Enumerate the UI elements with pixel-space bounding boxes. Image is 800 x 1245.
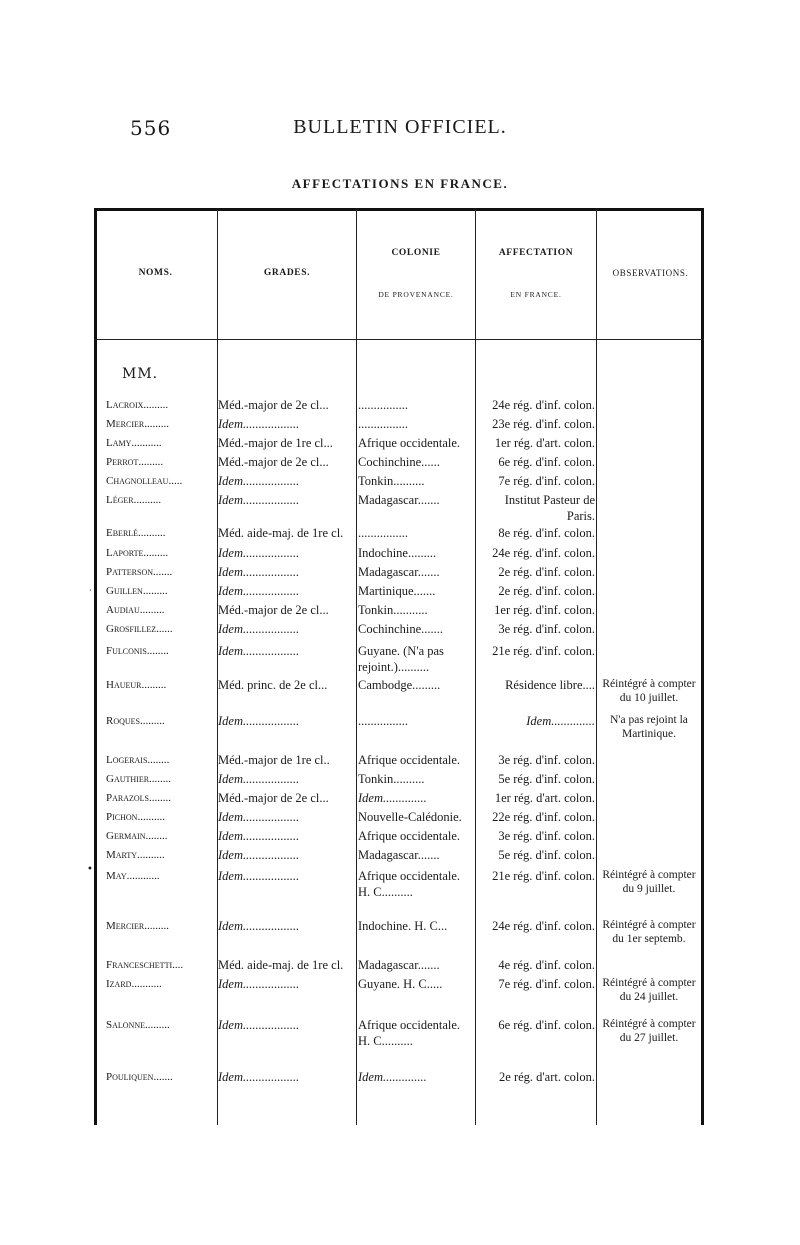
- table-row: [94, 828, 704, 847]
- cell-colonie: ................: [358, 526, 408, 540]
- table-row: [94, 397, 704, 416]
- cell-colonie: Indochine. H. C...: [358, 919, 448, 933]
- cell-colonie: Indochine.........: [358, 546, 437, 560]
- table-row: [94, 847, 704, 866]
- cell-nom: Audiau.........: [106, 604, 165, 616]
- cell-affectation: 1er rég. d'inf. colon.: [494, 603, 595, 617]
- cell-affectation: 4e rég. d'inf. colon.: [498, 958, 595, 972]
- cell-colonie: Afrique occidentale.: [358, 829, 461, 843]
- cell-nom: Roques.........: [106, 715, 165, 727]
- cell-nom: Logerais........: [106, 754, 170, 766]
- cell-affectation: 21e rég. d'inf. colon.: [492, 869, 595, 883]
- cell-affectation: 6e rég. d'inf. colon.: [498, 455, 595, 469]
- table-row: [94, 868, 704, 916]
- cell-affectation: 7e rég. d'inf. colon.: [498, 474, 595, 488]
- table-row: [94, 621, 704, 640]
- cell-colonie: Madagascar.......: [358, 848, 440, 862]
- cell-grade: Idem..................: [218, 829, 300, 843]
- page-number: 556: [130, 116, 172, 140]
- cell-nom: Léger..........: [106, 494, 162, 506]
- cell-affectation: 1er rég. d'art. colon.: [494, 436, 595, 450]
- table-row: [94, 790, 704, 809]
- margin-mark: ˙: [88, 589, 93, 600]
- cell-nom: May............: [106, 870, 160, 882]
- cell-nom: Germain........: [106, 830, 168, 842]
- cell-affectation: Idem..............: [526, 714, 595, 728]
- column-header-affectation: AFFECTATION: [498, 248, 574, 258]
- cell-colonie: Afrique occidentale.: [358, 436, 461, 450]
- cell-colonie: Afrique occidentale.: [358, 753, 461, 767]
- cell-colonie: Madagascar.......: [358, 493, 440, 507]
- table-row: [94, 643, 704, 675]
- mm-label: MM.: [122, 366, 159, 382]
- cell-grade: Idem..................: [218, 565, 300, 579]
- cell-affectation: 8e rég. d'inf. colon.: [498, 526, 595, 540]
- cell-nom: Parazols........: [106, 792, 172, 804]
- cell-nom: Fulconis........: [106, 645, 169, 657]
- cell-grade: Idem..................: [218, 622, 300, 636]
- cell-colonie: Afrique occidentale. H. C..........: [358, 1018, 461, 1048]
- cell-nom: Perrot.........: [106, 456, 164, 468]
- cell-grade: Idem..................: [218, 1018, 300, 1032]
- cell-affectation: 3e rég. d'inf. colon.: [498, 753, 595, 767]
- cell-affectation: 5e rég. d'inf. colon.: [498, 772, 595, 786]
- cell-affectation: 23e rég. d'inf. colon.: [492, 417, 595, 431]
- cell-affectation: 24e rég. d'inf. colon.: [492, 398, 595, 412]
- cell-affectation: 3e rég. d'inf. colon.: [498, 829, 595, 843]
- header-rule: [94, 339, 704, 340]
- table-row: [94, 492, 704, 522]
- cell-grade: Idem..................: [218, 417, 300, 431]
- table-row: [94, 713, 704, 749]
- table-row: [94, 752, 704, 771]
- cell-grade: Idem..................: [218, 1070, 300, 1084]
- cell-affectation: 3e rég. d'inf. colon.: [498, 622, 595, 636]
- cell-colonie: Idem..............: [358, 791, 427, 805]
- cell-affectation: 1er rég. d'art. colon.: [494, 791, 595, 805]
- table-row: [94, 454, 704, 473]
- table-row: [94, 918, 704, 956]
- table-row: [94, 957, 704, 976]
- cell-nom: Haueur.........: [106, 679, 167, 691]
- cell-affectation: 7e rég. d'inf. colon.: [498, 977, 595, 991]
- cell-grade: Méd. princ. de 2e cl...: [218, 678, 328, 692]
- cell-colonie: Afrique occidentale. H. C..........: [358, 869, 461, 899]
- margin-mark: •: [87, 864, 93, 875]
- cell-nom: Lacroix.........: [106, 399, 169, 411]
- cell-colonie: Cochinchine.......: [358, 622, 444, 636]
- cell-nom: Eberlé..........: [106, 527, 166, 539]
- cell-affectation: 6e rég. d'inf. colon.: [498, 1018, 595, 1032]
- cell-grade: Méd. aide-maj. de 1re cl.: [218, 958, 344, 972]
- cell-observations: Réintégré à compter du 27 juillet.: [602, 1018, 696, 1044]
- cell-grade: Méd.-major de 2e cl...: [218, 791, 329, 805]
- column-header-colonie: COLONIE: [391, 248, 441, 258]
- cell-grade: Méd.-major de 2e cl...: [218, 603, 329, 617]
- cell-nom: Mercier.........: [106, 418, 169, 430]
- cell-observations: Réintégré à compter du 9 juillet.: [602, 869, 696, 895]
- cell-nom: Guillen.........: [106, 585, 168, 597]
- cell-colonie: ................: [358, 398, 408, 412]
- table-row: [94, 602, 704, 621]
- cell-nom: Marty..........: [106, 849, 165, 861]
- cell-grade: Méd.-major de 2e cl...: [218, 398, 329, 412]
- cell-nom: Pouliquen.......: [106, 1071, 173, 1083]
- table-row: [94, 1069, 704, 1088]
- cell-grade: Idem..................: [218, 848, 300, 862]
- cell-nom: Grosfillez......: [106, 623, 173, 635]
- cell-colonie: Madagascar.......: [358, 958, 440, 972]
- cell-grade: Méd.-major de 1re cl...: [218, 436, 333, 450]
- cell-nom: Mercier.........: [106, 920, 169, 932]
- cell-colonie: Tonkin...........: [358, 603, 428, 617]
- cell-colonie: Cochinchine......: [358, 455, 440, 469]
- section-title: AFFECTATIONS EN FRANCE.: [291, 176, 509, 191]
- column-subheader-en-france: EN FRANCE.: [510, 290, 562, 299]
- cell-affectation: Institut Pasteur de Paris.: [504, 493, 595, 523]
- cell-grade: Idem..................: [218, 810, 300, 824]
- cell-colonie: Tonkin..........: [358, 772, 425, 786]
- cell-grade: Idem..................: [218, 977, 300, 991]
- cell-grade: Idem..................: [218, 474, 300, 488]
- cell-affectation: 2e rég. d'inf. colon.: [498, 584, 595, 598]
- cell-colonie: Guyane. H. C.....: [358, 977, 443, 991]
- cell-grade: Idem..................: [218, 493, 300, 507]
- cell-affectation: 24e rég. d'inf. colon.: [492, 546, 595, 560]
- cell-grade: Idem..................: [218, 644, 300, 658]
- table-row: [94, 525, 704, 544]
- cell-colonie: Guyane. (N'a pas rejoint.)..........: [358, 644, 444, 674]
- cell-grade: Idem..................: [218, 772, 300, 786]
- cell-affectation: 2e rég. d'art. colon.: [499, 1070, 595, 1084]
- cell-grade: Méd. aide-maj. de 1re cl.: [218, 526, 344, 540]
- table-row: [94, 583, 704, 602]
- cell-affectation: 24e rég. d'inf. colon.: [492, 919, 595, 933]
- cell-grade: Idem..................: [218, 919, 300, 933]
- cell-colonie: Nouvelle-Calédonie.: [358, 810, 462, 824]
- cell-affectation: Résidence libre....: [505, 678, 595, 692]
- cell-colonie: Cambodge.........: [358, 678, 441, 692]
- cell-nom: Patterson.......: [106, 566, 173, 578]
- cell-nom: Pichon..........: [106, 811, 165, 823]
- table-row: [94, 809, 704, 828]
- cell-observations: Réintégré à compter du 1er septemb.: [602, 919, 696, 945]
- cell-nom: Salonne.........: [106, 1019, 170, 1031]
- running-title: BULLETIN OFFICIEL.: [293, 116, 507, 138]
- table-row: [94, 1017, 704, 1065]
- column-header-noms: NOMS.: [138, 268, 173, 278]
- column-header-observations: OBSERVATIONS.: [612, 268, 689, 278]
- cell-affectation: 5e rég. d'inf. colon.: [498, 848, 595, 862]
- table-row: [94, 564, 704, 583]
- cell-affectation: 22e rég. d'inf. colon.: [492, 810, 595, 824]
- cell-colonie: ................: [358, 714, 408, 728]
- table-row: [94, 545, 704, 564]
- cell-nom: Chagnolleau.....: [106, 475, 183, 487]
- cell-nom: Lamy...........: [106, 437, 162, 449]
- cell-grade: Idem..................: [218, 584, 300, 598]
- cell-nom: Gauthier........: [106, 773, 172, 785]
- table-row: [94, 473, 704, 492]
- table-row: [94, 435, 704, 454]
- cell-grade: Idem..................: [218, 869, 300, 883]
- cell-observations: N'a pas rejoint la Martinique.: [610, 714, 688, 740]
- cell-affectation: 2e rég. d'inf. colon.: [498, 565, 595, 579]
- cell-grade: Méd.-major de 2e cl...: [218, 455, 329, 469]
- cell-nom: Izard...........: [106, 978, 162, 990]
- cell-affectation: 21e rég. d'inf. colon.: [492, 644, 595, 658]
- cell-observations: Réintégré à compter du 10 juillet.: [602, 678, 696, 704]
- cell-grade: Méd.-major de 1re cl..: [218, 753, 330, 767]
- cell-colonie: Madagascar.......: [358, 565, 440, 579]
- cell-colonie: Idem..............: [358, 1070, 427, 1084]
- column-header-grades: GRADES.: [263, 268, 311, 278]
- cell-colonie: Martinique.......: [358, 584, 436, 598]
- table-row: [94, 416, 704, 435]
- cell-grade: Idem..................: [218, 714, 300, 728]
- table-row: [94, 976, 704, 1012]
- cell-colonie: ................: [358, 417, 408, 431]
- column-subheader-provenance: DE PROVENANCE.: [378, 290, 454, 299]
- cell-nom: Franceschetti....: [106, 959, 184, 971]
- cell-colonie: Tonkin..........: [358, 474, 425, 488]
- table-row: [94, 677, 704, 711]
- cell-nom: Laporte.........: [106, 547, 169, 559]
- cell-grade: Idem..................: [218, 546, 300, 560]
- table-row: [94, 771, 704, 790]
- cell-observations: Réintégré à compter du 24 juillet.: [602, 977, 696, 1003]
